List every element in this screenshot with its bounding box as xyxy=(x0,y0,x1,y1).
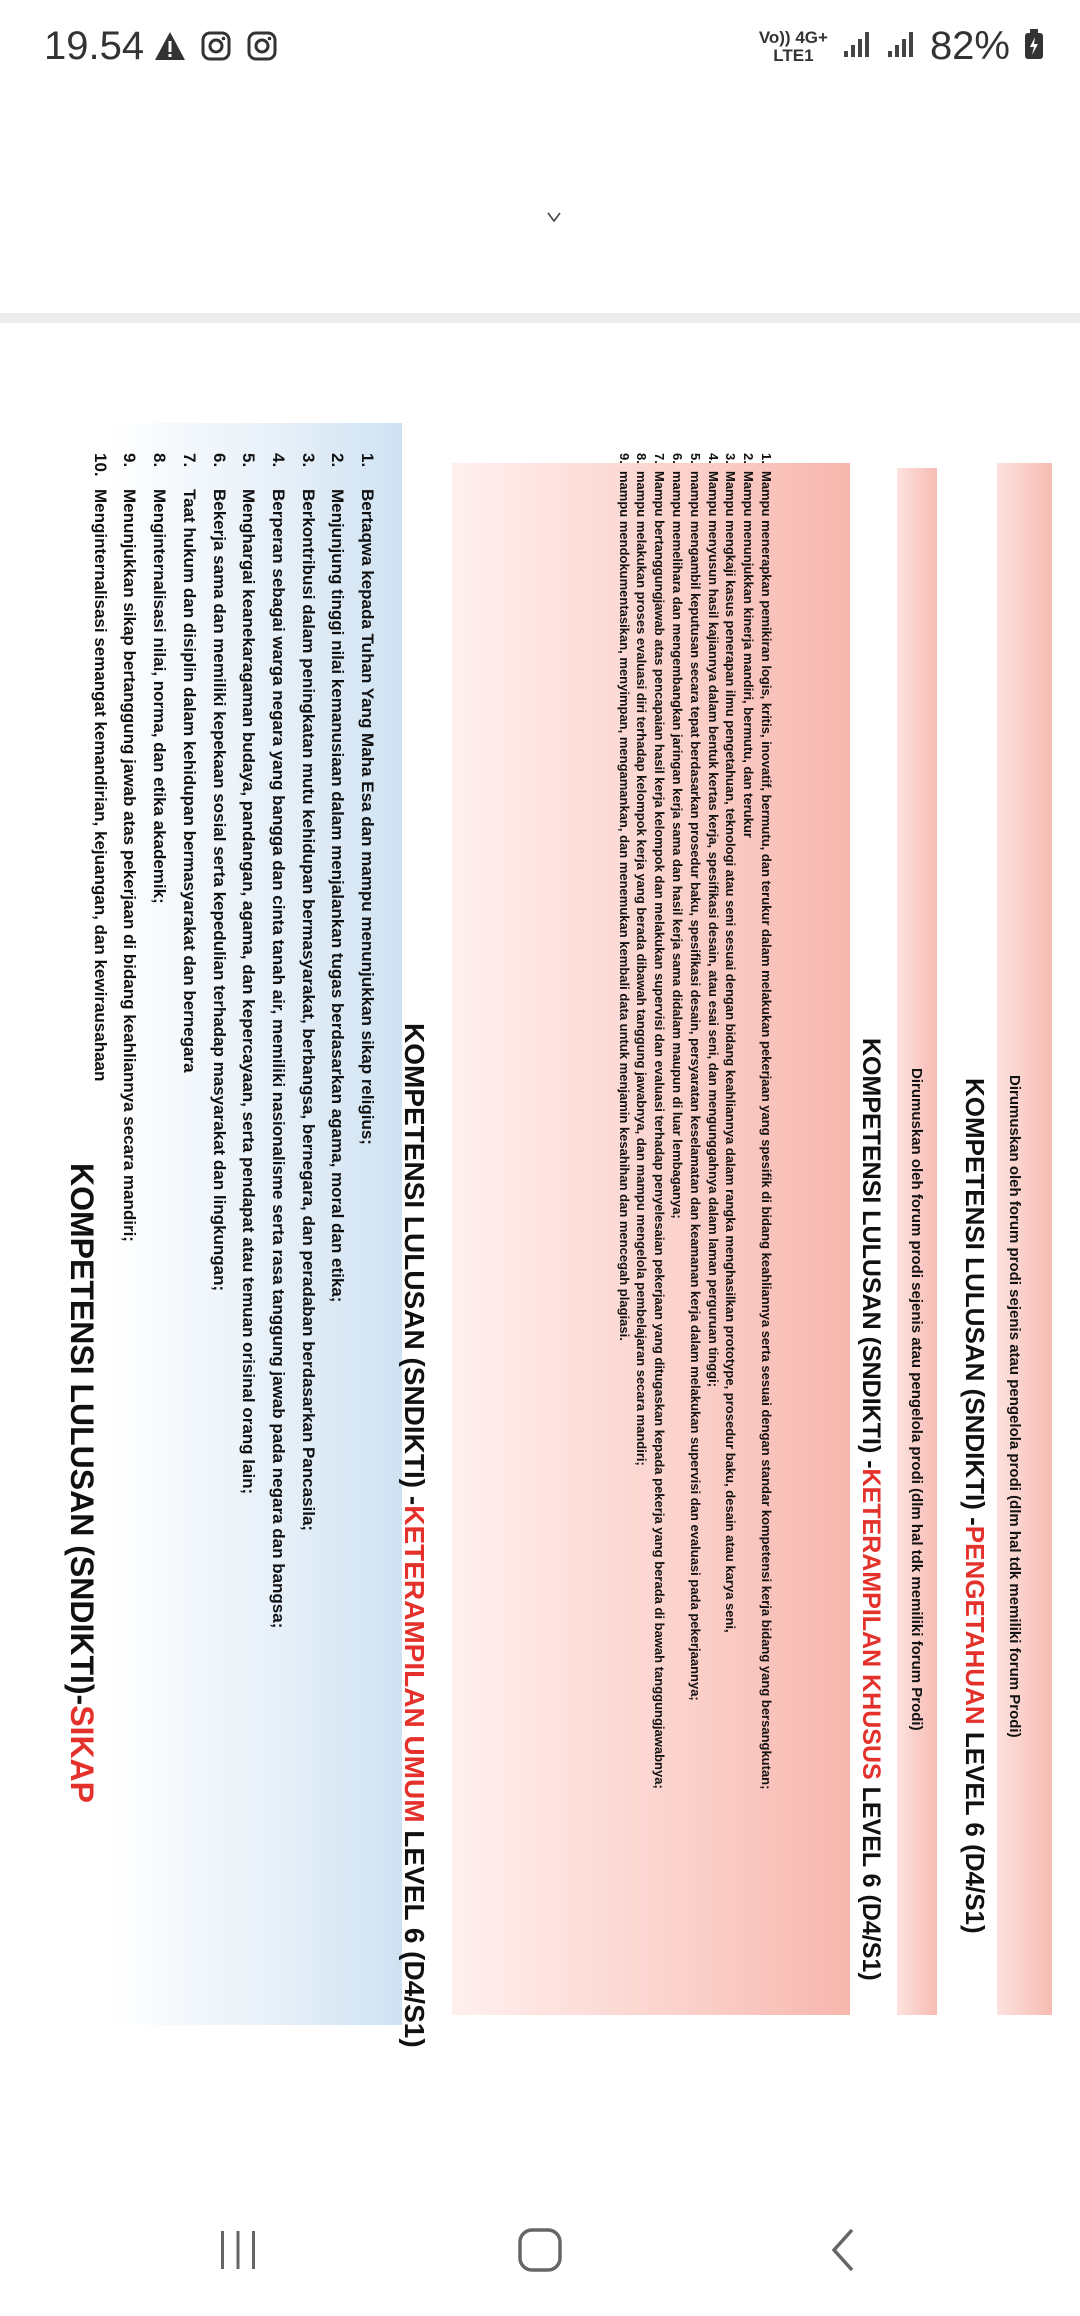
signal-icon xyxy=(886,29,916,64)
battery-icon xyxy=(1024,28,1044,65)
slide-image[interactable] xyxy=(0,323,1080,2123)
list-item: 2.Menjunjung tinggi nilai kemanusiaan dalam menjalankan tugas berdasarkan agama, moral dan etika; xyxy=(328,453,348,1303)
keterampilan-umum-list xyxy=(615,453,775,1789)
list-item: 5.mampu mengambil keputusan secara tepat berdasarkan prosedur baku, spesifikasi desain, persyaratan keselamatan dan keamanan kerja dalam melakukan supervisi dan evaluasi pada pekerjaannya; xyxy=(687,453,703,1701)
pengetahuan-heading: KOMPETENSI LULUSAN (SNDIKTI) -PENGETAHUAN LEVEL 6 (D4/S1) xyxy=(960,1078,990,1934)
list-item: 8.mampu melakukan proses evaluasi diri terhadap kelompok kerja yang berada dibawah tanggung jawabnya, dan mampu mengelola pembelajaran secara mandiri; xyxy=(634,453,650,1466)
chevron-down-icon[interactable] xyxy=(540,205,568,229)
recent-apps-icon[interactable] xyxy=(198,2210,278,2290)
notification-icons xyxy=(152,28,280,64)
status-bar xyxy=(0,0,1080,95)
list-item: 8.Menginternalisasi nilai, norma, dan etika akademik; xyxy=(150,453,170,904)
sikap-heading: KOMPETENSI LULUSAN (SNDIKTI)-SIKAP xyxy=(64,1163,100,1803)
signal-icon xyxy=(842,29,872,64)
keterampilan-khusus-note: Dirumuskan oleh forum prodi sejenis atau pengelola prodi (dlm hal tdk memiliki forum Prodi) xyxy=(908,1068,925,1731)
list-item: 2.Mampu menunjukkan kinerja mandiri, bermutu, dan terukur xyxy=(741,453,757,838)
list-item: 3.Berkontribusi dalam peningkatan mutu kehidupan bermasyarakat, berbangsa, bernegara, dan peradaban berdasarkan Pancasila; xyxy=(298,453,318,1532)
list-item: 1.Bertaqwa kepada Tuhan Yang Maha Esa dan mampu menunjukkan sikap religius; xyxy=(358,453,377,1145)
keterampilan-umum-heading: KOMPETENSI LULUSAN (SNDIKTI) -KETERAMPILAN UMUM LEVEL 6 (D4/S1) xyxy=(399,1023,430,2048)
warning-icon xyxy=(152,28,188,64)
battery-percent: 82% xyxy=(929,24,1010,68)
list-item: 7.Taat hukum dan disiplin dalam kehidupan bermasyarakat dan bernegara xyxy=(179,453,199,1073)
slide-content xyxy=(0,323,1080,2123)
pengetahuan-note: Dirumuskan oleh forum prodi sejenis atau pengelola prodi (dlm hal tdk memiliki forum Prodi) xyxy=(1006,1075,1023,1738)
list-item: 7.Mampu bertanggungjawab atas pencapaian hasil kerja kelompok dan melakukan supervisi dan evaluasi terhadap penyelesaian pekerjaan yang ditugaskan kepada pekerja yang berada di bawah tanggungjawabnya; xyxy=(652,453,668,1789)
status-time: 19.54 xyxy=(44,24,145,68)
home-icon[interactable] xyxy=(500,2210,580,2290)
instagram-icon xyxy=(198,28,234,64)
sikap-list xyxy=(85,453,382,1628)
list-item: 6.Bekerja sama dan memiliki kepekaan sosial serta kepedulian terhadap masyarakat dan lingkungan; xyxy=(209,453,229,1292)
navigation-bar xyxy=(0,2180,1080,2316)
list-item: 4.Berperan sebagai warga negara yang bangga dan cinta tanah air, memiliki nasionalisme serta rasa tanggung jawab pada negara dan bangsa; xyxy=(268,453,288,1629)
back-icon[interactable] xyxy=(804,2210,884,2290)
list-item: 9.Menunjukkan sikap bertanggung jawab atas pekerjaan di bidang keahliannya secara mandiri; xyxy=(120,453,140,1242)
system-icons xyxy=(759,24,1044,69)
list-item: 6.mampu memelihara dan mengembangkan jaringan kerja sama dan hasil kerja sama didalam maupun di luar lembaganya; xyxy=(670,453,686,1219)
list-item: 5.Menghargai keanekaragaman budaya, pandangan, agama, dan kepercayaan, serta pendapat atau temuan orisinal orang lain; xyxy=(239,453,259,1495)
list-item: 4.Mampu menyusun hasil kajiannya dalam bentuk kertas kerja, spesifikasi desain, atau esai seni, dan mengunggahnya dalam laman perguruan tinggi; xyxy=(705,453,721,1388)
list-item: 1.Mampu menerapkan pemikiran logis, kritis, inovatif, bermutu, dan terukur dalam melakukan pekerjaan yang spesifik di bidang keahliannya serta sesuai dengan standar kompetensi kerja bidang yang bersangkutan; xyxy=(759,453,774,1790)
instagram-icon xyxy=(244,28,280,64)
list-item: 3.Mampu mengkaji kasus penerapan ilmu pengetahuan, teknologi atau seni sesuai dengan bidang keahliannya dalam rangka menghasilkan prototype, prosedur baku, desain atau karya seni, xyxy=(723,453,739,1633)
list-item: 10.Menginternalisasi semangat kemandirian, kejuangan, dan kewirausahaan xyxy=(90,453,110,1082)
divider xyxy=(0,313,1080,323)
list-item: 9.mampu mendokumentasikan, menyimpan, mengamankan, dan menemukan kembali data untuk menjamin kesahihan dan mencegah plagiasi. xyxy=(616,453,632,1341)
keterampilan-khusus-heading: KOMPETENSI LULUSAN (SNDIKTI) -KETERAMPILAN KHUSUS LEVEL 6 (D4/S1) xyxy=(857,1038,885,1981)
network-indicator: Vo)) 4G+ LTE1 xyxy=(758,27,828,65)
